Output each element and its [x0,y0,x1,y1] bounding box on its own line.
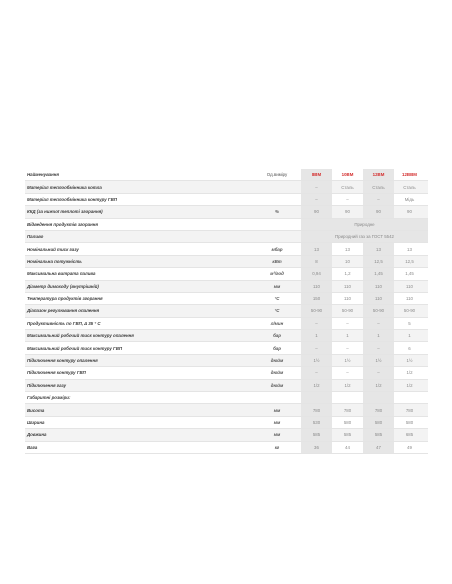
spec-row-merged-value: Природний газ за ГОСТ 5542 [301,231,428,242]
spec-row-value: 110 [406,296,413,302]
spec-row-value: 13 [407,246,412,252]
spec-row-unit: мм [273,420,281,425]
spec-row-value: 585 [363,429,394,440]
spec-row-value: 8 [301,256,332,267]
spec-row-value: 585 [301,429,332,440]
spec-row-name: Паливо [27,234,44,240]
spec-row-name: Висота [27,407,45,413]
spec-body [25,181,428,454]
spec-table [25,169,428,454]
spec-row-value: 1 [363,330,394,341]
spec-row-value: 90 [301,206,332,217]
spec-row-value: 49 [407,444,412,450]
spec-row-name: Діаметр димоходу (внутрішній) [27,283,99,289]
spec-row-value: – [301,318,332,329]
spec-row [25,417,428,429]
spec-row-name: Максимальний робочий тиск контуру ГВП [27,345,123,351]
spec-row-value: 780 [405,407,414,413]
header-model-1: 8ВМ [301,169,332,180]
spec-row-name: Матеріал теплообмінника котла [27,184,102,190]
spec-row-value: 50-90 [403,308,416,314]
spec-row-value [363,392,394,403]
spec-row-value: 90 [363,206,394,217]
spec-row-name: Номінальна потужність [27,258,82,264]
spec-row-unit: дюйм [270,382,284,388]
spec-row [25,281,428,293]
spec-row-value: – [363,367,394,378]
spec-row-value: Мідь [404,196,415,202]
spec-row-value: 1,2 [344,271,351,277]
spec-row-name: Підключення контуру опалення [27,358,98,364]
spec-row-value: Сталь [363,181,394,192]
spec-row-value: 90 [345,209,350,215]
spec-row-value: 530 [301,417,332,428]
spec-row [25,243,428,255]
spec-row-value: – [346,370,349,376]
spec-row-name: Ширина [27,420,45,425]
spec-row [25,181,428,193]
spec-row-unit: м³/год [270,271,284,277]
spec-row-unit: мбар [271,246,283,252]
spec-row-unit: мм [273,283,281,289]
spec-row-unit: °С [274,296,280,302]
spec-row [25,404,428,416]
spec-row [25,442,428,454]
spec-row-value: – [346,345,349,351]
spec-row-value: 780 [363,404,394,415]
spec-row-value: 780 [301,404,332,415]
spec-row [25,367,428,379]
spec-row-value: 1,45 [363,268,394,279]
spec-row-unit: бар [273,345,281,351]
spec-row-name: Підключення газу [27,382,67,388]
spec-row-value: 13 [363,243,394,254]
spec-row-name: Відведення продуктів згорання [27,221,99,227]
spec-row-value: 150 [301,293,332,304]
header-model-3: 12ВМ [363,169,394,180]
spec-row [25,231,428,243]
spec-row-value: 1 [346,333,349,339]
spec-row-unit: % [275,209,279,215]
spec-row [25,293,428,305]
spec-row-name: Матеріал теплообмінника контуру ГВП [27,196,117,202]
spec-row [25,219,428,231]
spec-row-name: Продуктивність по ГВП, Δ 35 ° С [27,320,101,326]
spec-row [25,342,428,354]
spec-row-unit: мм [273,432,281,438]
spec-row-value: 6 [408,345,411,351]
spec-row [25,355,428,367]
spec-row [25,318,428,330]
spec-row-value: 50-90 [301,305,332,316]
spec-row-value: 1½ [363,355,394,366]
spec-row-value: 780 [343,407,352,413]
spec-row-value: 12,5 [363,256,394,267]
spec-row-name: Температура продуктів згорання [27,296,103,302]
spec-row-value: 5 [408,320,411,326]
spec-row-value: – [346,320,349,326]
header-name: Найменування [27,172,60,178]
spec-row-unit: дюйм [270,358,284,364]
spec-row-name: ККД (за нижчої теплоті згорання) [27,209,103,215]
spec-row-value: 110 [344,283,351,289]
spec-row-value: 110 [344,296,351,302]
spec-row-name: Підключення контуру ГВП [27,370,86,376]
spec-row-value: 110 [363,293,394,304]
spec-row-value: 36 [301,442,332,453]
spec-row-value: – [363,194,394,205]
spec-row-value: 1/2 [344,382,351,388]
spec-row-value: 0,94 [301,268,332,279]
spec-row-value: – [301,342,332,353]
spec-row-value: – [301,367,332,378]
spec-row-value: 1½ [301,355,332,366]
spec-row-value: – [301,181,332,192]
spec-row-value: 1/2 [406,382,413,388]
spec-row-value: 1/2 [406,370,413,376]
spec-row-value: 110 [301,281,332,292]
spec-row-unit: °С [274,308,280,314]
spec-row-value: 10 [345,258,350,264]
spec-header-row [25,169,428,181]
spec-row [25,206,428,218]
spec-row-name: Габаритні розміри: [27,395,71,401]
spec-row [25,194,428,206]
spec-row-value: 12,5 [405,258,414,264]
spec-row-value: 1 [301,330,332,341]
spec-row-name: Довжина [27,432,47,438]
spec-row-value: 585 [343,432,352,438]
spec-row-name: Номінальний тиск газу [27,246,79,252]
spec-row-value: 1/2 [363,380,394,391]
spec-row-name: Вага [27,444,38,450]
spec-row-unit: бар [273,333,281,339]
spec-row-value: Сталь [403,184,416,190]
spec-row [25,392,428,404]
spec-row-name: Максимальна витрата палива [27,271,96,277]
spec-row-value: – [301,194,332,205]
spec-row-value: 50-90 [341,308,354,314]
header-model-2: 10ВМ [341,172,354,178]
spec-row-value: Сталь [341,184,354,190]
spec-row-unit: л/мин [270,320,284,326]
spec-row-value [301,392,332,403]
spec-row-value: 47 [363,442,394,453]
spec-row-merged-value: Природне [301,219,428,230]
spec-row-value: 13 [301,243,332,254]
spec-row-value: 1½ [344,358,351,364]
spec-row-value: 44 [345,444,350,450]
spec-row [25,305,428,317]
spec-row-unit: мм [273,407,281,413]
header-model-4: 12ВВМ [402,172,417,178]
spec-row-value: 13 [345,246,350,252]
spec-row [25,256,428,268]
spec-row [25,429,428,441]
spec-row-unit: дюйм [270,370,284,376]
spec-row-value: 1½ [406,358,413,364]
spec-row-value: – [346,196,349,202]
spec-row-unit: кВт [272,258,282,264]
spec-row-value: 1 [408,333,411,339]
spec-row [25,268,428,280]
spec-row-value: 110 [406,283,413,289]
spec-row-value: – [363,318,394,329]
spec-row-value: 580 [343,420,352,425]
spec-row-name: Діапазон регулювання опалення [27,308,100,314]
spec-row-value: 1/2 [301,380,332,391]
spec-row-value: 685 [405,432,414,438]
spec-row-value: 90 [407,209,412,215]
spec-row-value: 580 [405,420,414,425]
spec-row-value: 110 [363,281,394,292]
spec-row-name: Максимальний робочий тиск контуру опалення [27,333,134,339]
spec-row-unit: кг [274,444,280,450]
spec-row-value: – [363,342,394,353]
spec-row-value: 50-90 [363,305,394,316]
spec-row-value: 580 [363,417,394,428]
spec-row-value: 1,45 [405,271,414,277]
spec-row [25,380,428,392]
spec-row [25,330,428,342]
header-unit: Од.виміру [266,172,288,178]
